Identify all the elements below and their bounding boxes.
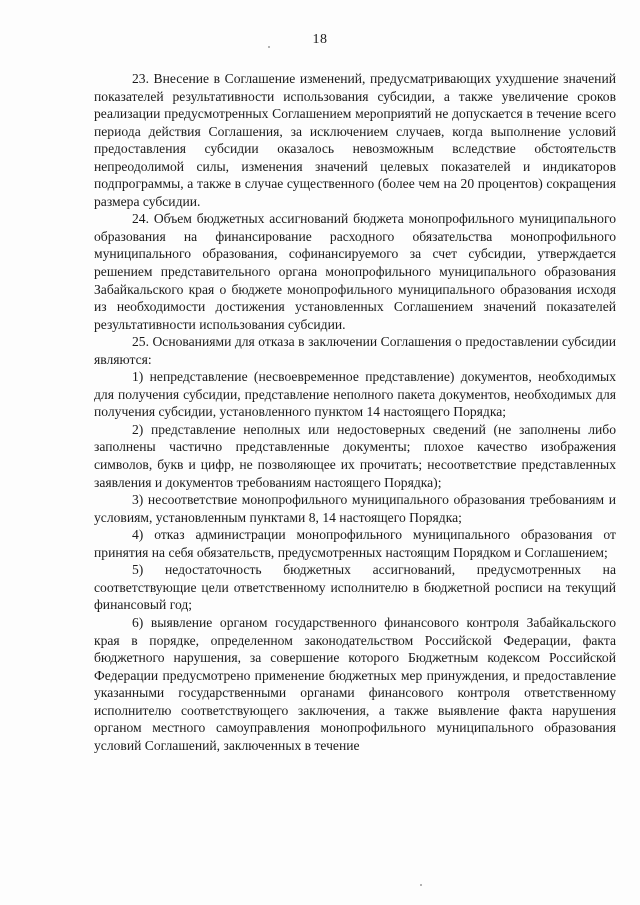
- list-item-3: 3) несоответствие монопрофильного муниципального образования требованиям и условиям, установленным пунктами 8, 14 настоящего Порядка;: [94, 492, 616, 525]
- list-item-5: 5) недостаточность бюджетных ассигнований, предусмотренных на соответствующие цели ответственному исполнителю в бюджетной росписи на текущий финансовый год;: [94, 562, 616, 613]
- list-item-1: 1) непредставление (несвоевременное представление) документов, необходимых для получения субсидии, представление неполного пакета документов, необходимых для получения субсидии, установленного пунктом 14 настоящего Порядка;: [94, 369, 616, 420]
- list-item-2: 2) представление неполных или недостоверных сведений (не заполнены либо заполнены частично представленные документы; плохое качество изображения символов, букв и цифр, не позволяющее их прочитать; несоответствие представленных заявления и документов требованиям настоящего Порядка);: [94, 421, 616, 490]
- page-number: 18: [312, 32, 328, 47]
- paragraph-23: 23. Внесение в Соглашение изменений, предусматривающих ухудшение значений показателей результативности использования субсидии, а также увеличение сроков реализации предусмотренных Соглашением мероприятий не допускается в течение всего периода действия Соглашения, за исключением случаев, когда выполнение условий предоставления субсидии оказалось невозможным вследствие обстоятельств непреодолимой силы, изменения значений целевых показателей и индикаторов подпрограммы, а также в случае существенного (более чем на 20 процентов) сокращения размера субсидии.: [94, 71, 616, 209]
- list-item-6: 6) выявление органом государственного финансового контроля Забайкальского края в порядке, определенном законодательством Российской Федерации, факта бюджетного нарушения, за совершение которого Бюджетным кодексом Российской Федерации предусмотрено применение бюджетных мер принуждения, и предоставление указанными государственными органами финансового контроля ответственному исполнителю соответствующего заключения, а также выявление факта нарушения органом местного самоуправления монопрофильного муниципального образования условий Соглашений, заключенных в течение: [94, 614, 616, 753]
- paragraph-24: 24. Объем бюджетных ассигнований бюджета монопрофильного муниципального образования на финансирование расходного обязательства монопрофильного муниципального образования, софинансируемого за счет субсидии, утверждается решением представительного органа монопрофильного муниципального образования Забайкальского края о бюджете монопрофильного муниципального образования исходя из необходимости достижения установленных Соглашением значений показателей результативности использования субсидии.: [94, 211, 616, 332]
- document-body: [94, 70, 616, 754]
- list-item-4: 4) отказ администрации монопрофильного муниципального образования от принятия на себя обязательств, предусмотренных настоящим Порядком и Соглашением;: [94, 527, 616, 560]
- paragraph-25: 25. Основаниями для отказа в заключении Соглашения о предоставлении субсидии являются:: [94, 334, 616, 367]
- scan-speck: [420, 884, 422, 886]
- scan-speck: [268, 46, 270, 48]
